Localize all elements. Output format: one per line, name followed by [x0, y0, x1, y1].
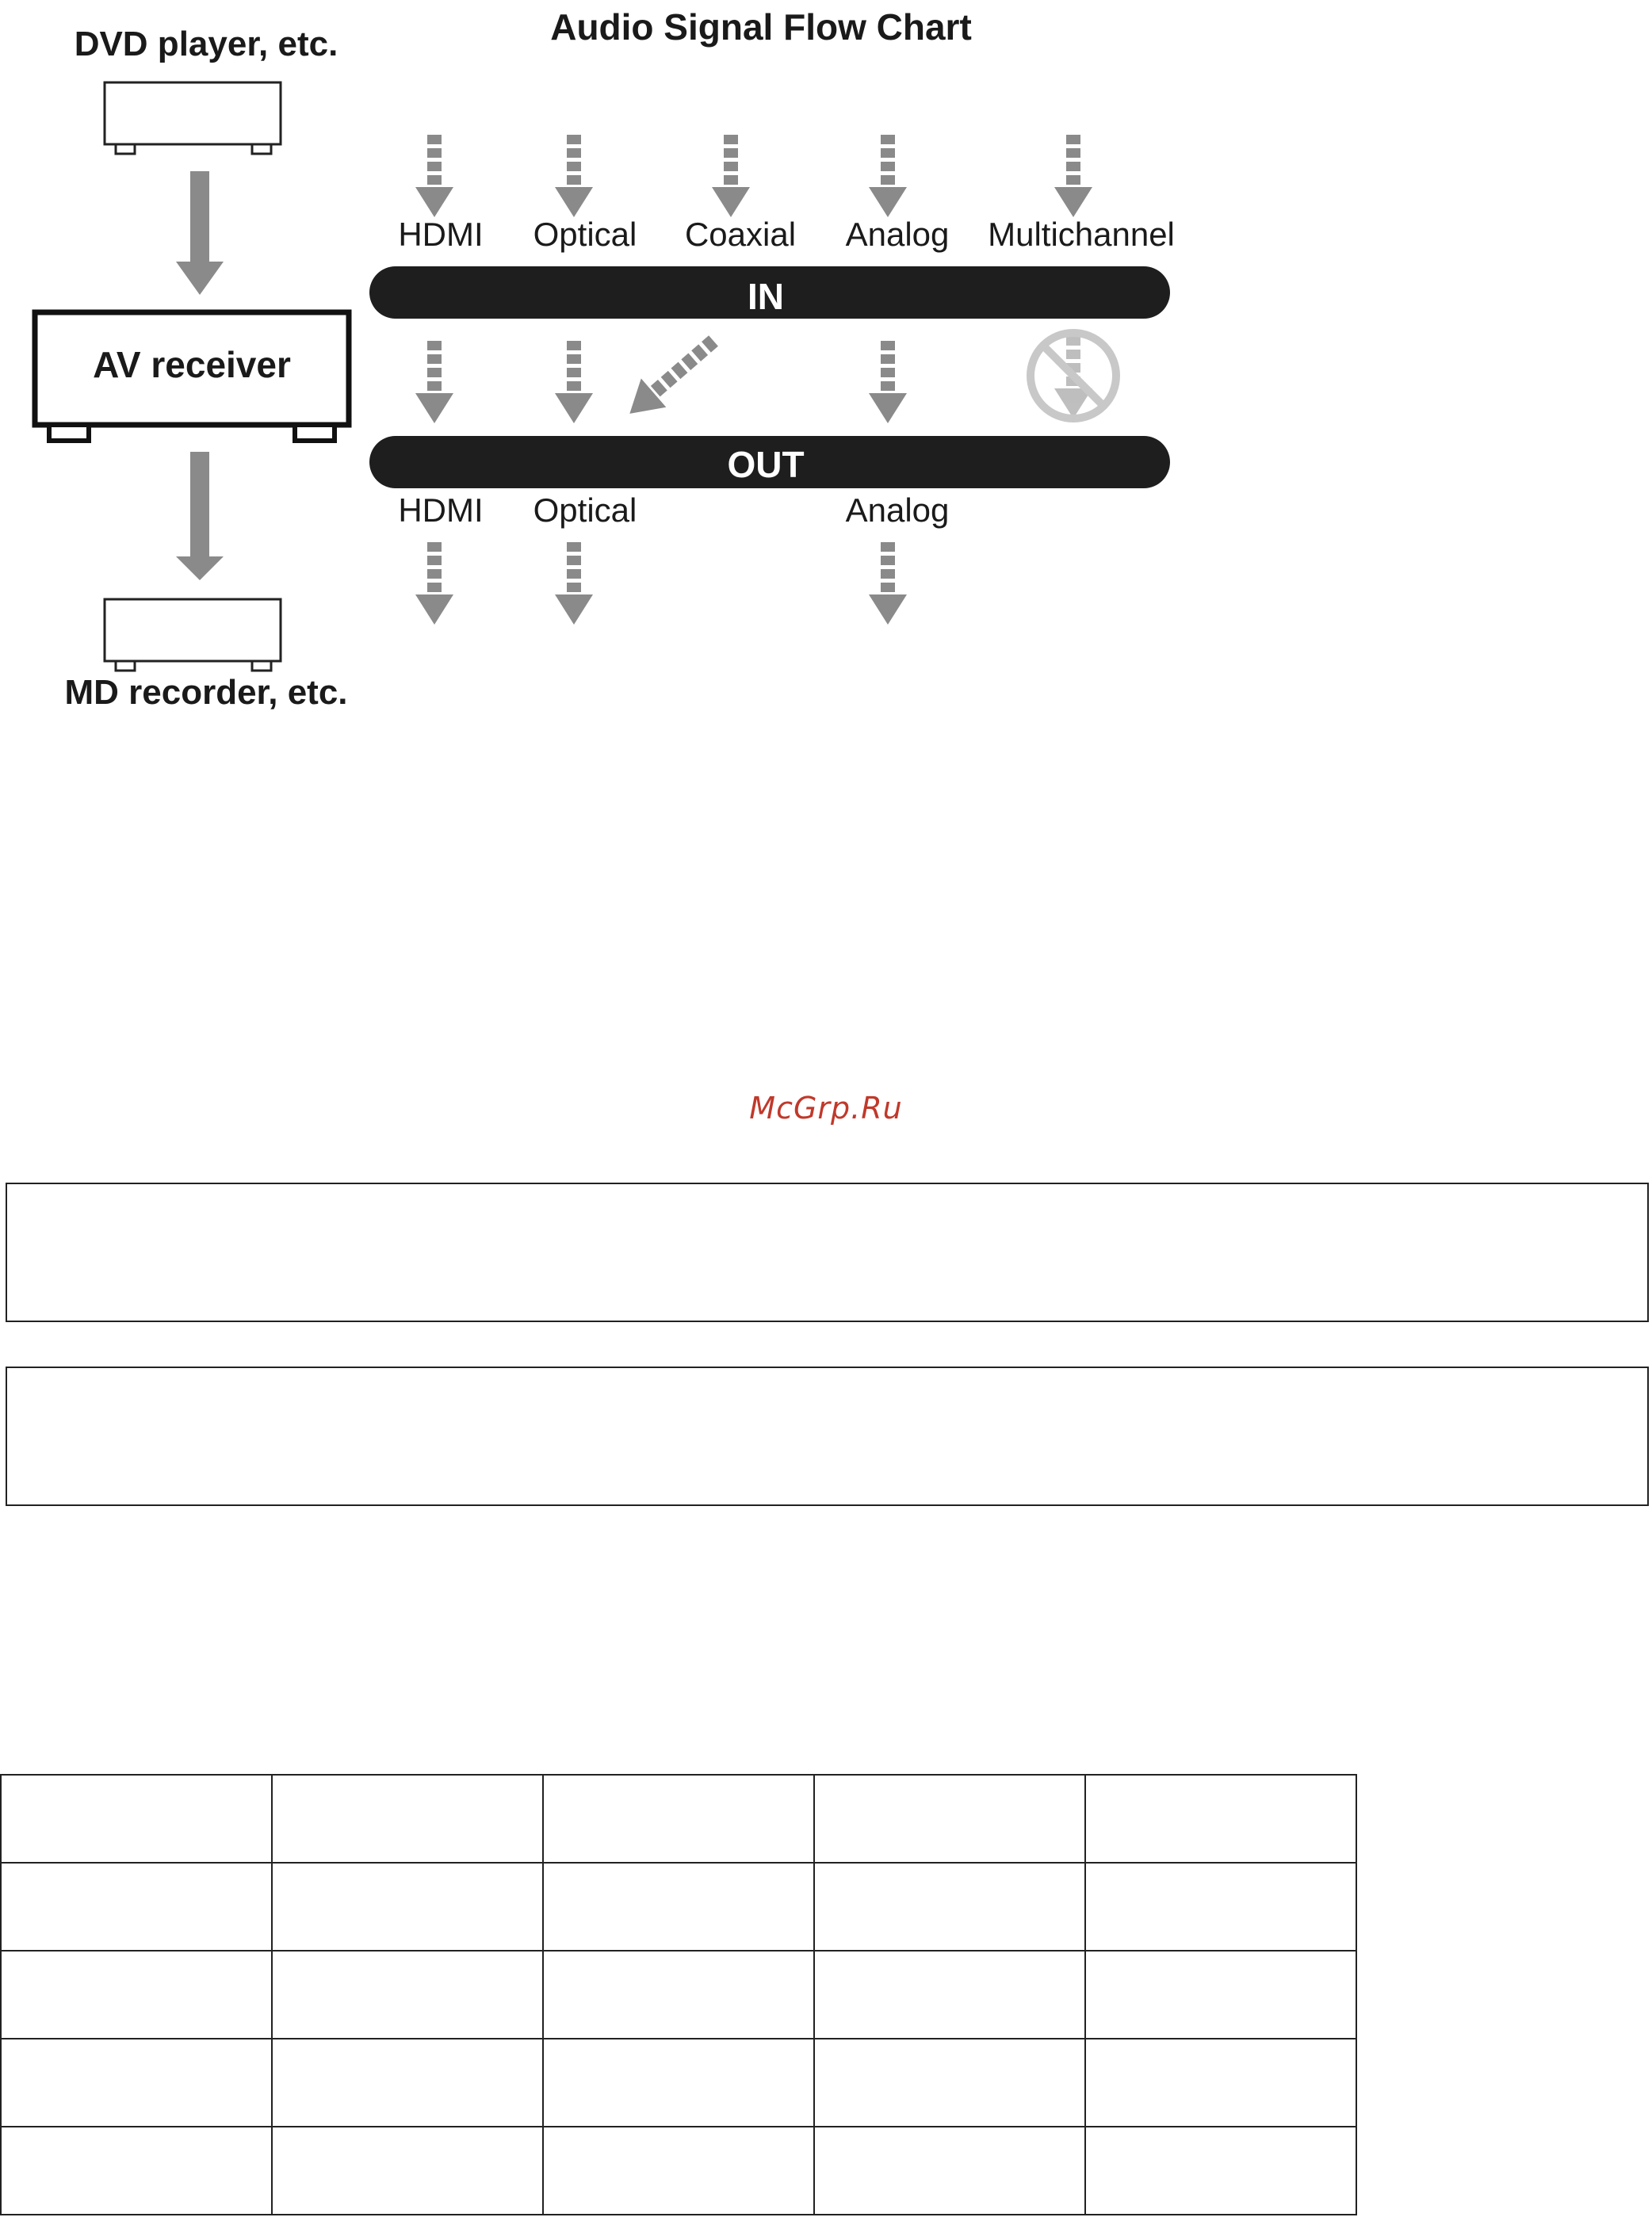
table-cell — [814, 1775, 1085, 1863]
input-label-optical: Optical — [533, 216, 637, 253]
table-row — [1, 1951, 1356, 2039]
table-cell — [272, 2039, 543, 2127]
out-bar-label: OUT — [727, 444, 805, 485]
table-row — [1, 1775, 1356, 1863]
table-row — [1, 2127, 1356, 2215]
table-row — [1, 2039, 1356, 2127]
input-label-coaxial: Coaxial — [684, 216, 797, 253]
empty-box — [6, 1183, 1649, 1322]
output-label-optical: Optical — [533, 491, 637, 529]
input-label-hdmi: HDMI — [398, 216, 484, 253]
table-cell — [1085, 1775, 1356, 1863]
output-arrow-icon — [415, 542, 453, 625]
table-cell — [814, 2039, 1085, 2127]
table-cell — [814, 2127, 1085, 2215]
table-cell — [543, 1863, 814, 1951]
audio-signal-flow-diagram — [0, 0, 1652, 729]
table-cell — [1085, 1951, 1356, 2039]
table-cell — [1, 1863, 272, 1951]
passthrough-arrow-icon — [555, 341, 593, 423]
table-cell — [1085, 2127, 1356, 2215]
diagram-title: Audio Signal Flow Chart — [550, 6, 972, 48]
table-cell — [1, 2127, 272, 2215]
output-label-hdmi: HDMI — [398, 491, 484, 529]
table-cell — [814, 1863, 1085, 1951]
destination-device-icon — [105, 599, 281, 671]
table-cell — [543, 2127, 814, 2215]
table-cell — [272, 1951, 543, 2039]
table-cell — [1, 1775, 272, 1863]
table-cell — [1085, 1863, 1356, 1951]
table-cell — [543, 1951, 814, 2039]
table-cell — [1085, 2039, 1356, 2127]
output-arrow-icon — [869, 542, 907, 625]
table-cell — [272, 2127, 543, 2215]
empty-table — [0, 1774, 1357, 2215]
source-device-label: DVD player, etc. — [74, 25, 338, 63]
no-output-icon — [1031, 333, 1116, 419]
table-cell — [272, 1775, 543, 1863]
table-row — [1, 1863, 1356, 1951]
in-bar-label: IN — [748, 276, 784, 317]
output-label-analog: Analog — [845, 491, 950, 529]
passthrough-arrow-icon — [415, 341, 453, 423]
empty-box — [6, 1367, 1649, 1506]
coaxial-to-optical-arrow-icon — [618, 327, 726, 428]
passthrough-arrow-icon — [869, 341, 907, 423]
arrow-down-icon — [176, 171, 224, 295]
watermark: McGrp.Ru — [749, 1091, 903, 1126]
input-arrow-icon — [869, 135, 907, 217]
arrow-down-icon — [176, 452, 224, 580]
input-arrow-icon — [555, 135, 593, 217]
table-cell — [543, 1775, 814, 1863]
input-arrow-icon — [1054, 135, 1092, 217]
table-cell — [1, 1951, 272, 2039]
table-cell — [814, 1951, 1085, 2039]
input-arrow-icon — [415, 135, 453, 217]
table-cell — [543, 2039, 814, 2127]
source-device-icon — [105, 82, 281, 154]
table-cell — [1, 2039, 272, 2127]
input-label-analog: Analog — [845, 216, 950, 253]
input-label-multichannel: Multichannel — [988, 216, 1175, 253]
table-cell — [272, 1863, 543, 1951]
destination-device-label: MD recorder, etc. — [64, 673, 348, 712]
output-arrow-icon — [555, 542, 593, 625]
av-receiver-label: AV receiver — [93, 344, 291, 385]
input-arrow-icon — [712, 135, 750, 217]
